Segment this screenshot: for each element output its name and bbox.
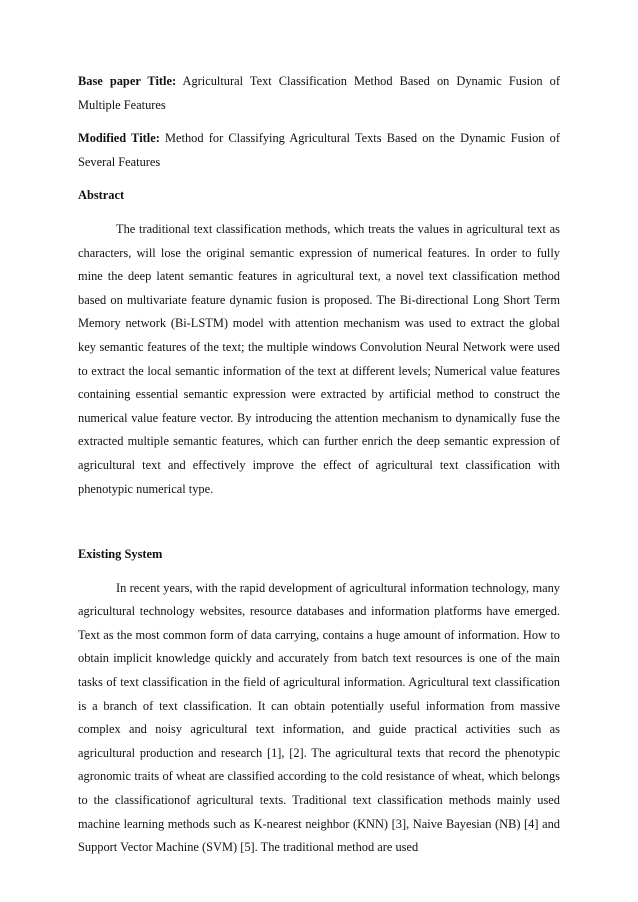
existing-system-paragraph: In recent years, with the rapid development of agricultural information technology, many agricultural technology websites, resource databases and information platforms have emerged. Text as the most common form of data carrying, contains a huge amount of information. How to obtain implicit knowledge quickly and accurately from batch text resources is one of the main tasks of text classification in the field of agricultural information. Agricultural text classification is a branch of text classification. It can obtain potentially useful information from massive complex and noisy agricultural text information, and guide practical activities such as agricultural production and research [1], [2]. The agricultural texts that record the phenotypic agronomic traits of wheat are classified according to the cold resistance of wheat, which belongs to the classificationof agricultural texts. Traditional text classification methods mainly used machine learning methods such as K-nearest neighbor (KNN) [3], Naive Bayesian (NB) [4] and Support Vector Machine (SVM) [5]. The traditional method are used (78, 580, 560, 855)
spacer (78, 501, 560, 543)
existing-system-heading: Existing System (78, 547, 163, 562)
spacer (78, 174, 560, 184)
base-paper-title (78, 70, 560, 117)
base-paper-title-text: Agricultural Text Classification Method Based on Dynamic Fusion of Multiple Features (78, 74, 560, 112)
abstract-heading: Abstract (78, 188, 125, 203)
base-paper-title-label: Base paper Title: (78, 74, 177, 88)
spacer (78, 567, 560, 577)
spacer (78, 208, 560, 218)
abstract-paragraph: The traditional text classification methods, which treats the values in agricultural text as characters, will lose the original semantic expression of numerical features. In order to fully mine the deep latent semantic features in agricultural text, a novel text classification method based on multivariate feature dynamic fusion is proposed. The Bi-directional Long Short Term Memory network (Bi-LSTM) model with attention mechanism was used to extract the global key semantic features of the text; the multiple windows Convolution Neural Network were used to extract the local semantic information of the text at different levels; Numerical value features containing essential semantic expression were extracted by artificial method to construct the numerical value feature vector. By introducing the attention mechanism to dynamically fuse the extracted multiple semantic features, which can further enrich the deep semantic expression of agricultural text and effectively improve the effect of agricultural text classification with phenotypic numerical type. (78, 221, 560, 496)
modified-title-text: Method for Classifying Agricultural Texts Based on the Dynamic Fusion of Several Features (78, 131, 560, 169)
modified-title-label: Modified Title: (78, 131, 160, 146)
spacer (78, 117, 560, 127)
document-body (78, 70, 560, 860)
modified-title (78, 127, 560, 174)
